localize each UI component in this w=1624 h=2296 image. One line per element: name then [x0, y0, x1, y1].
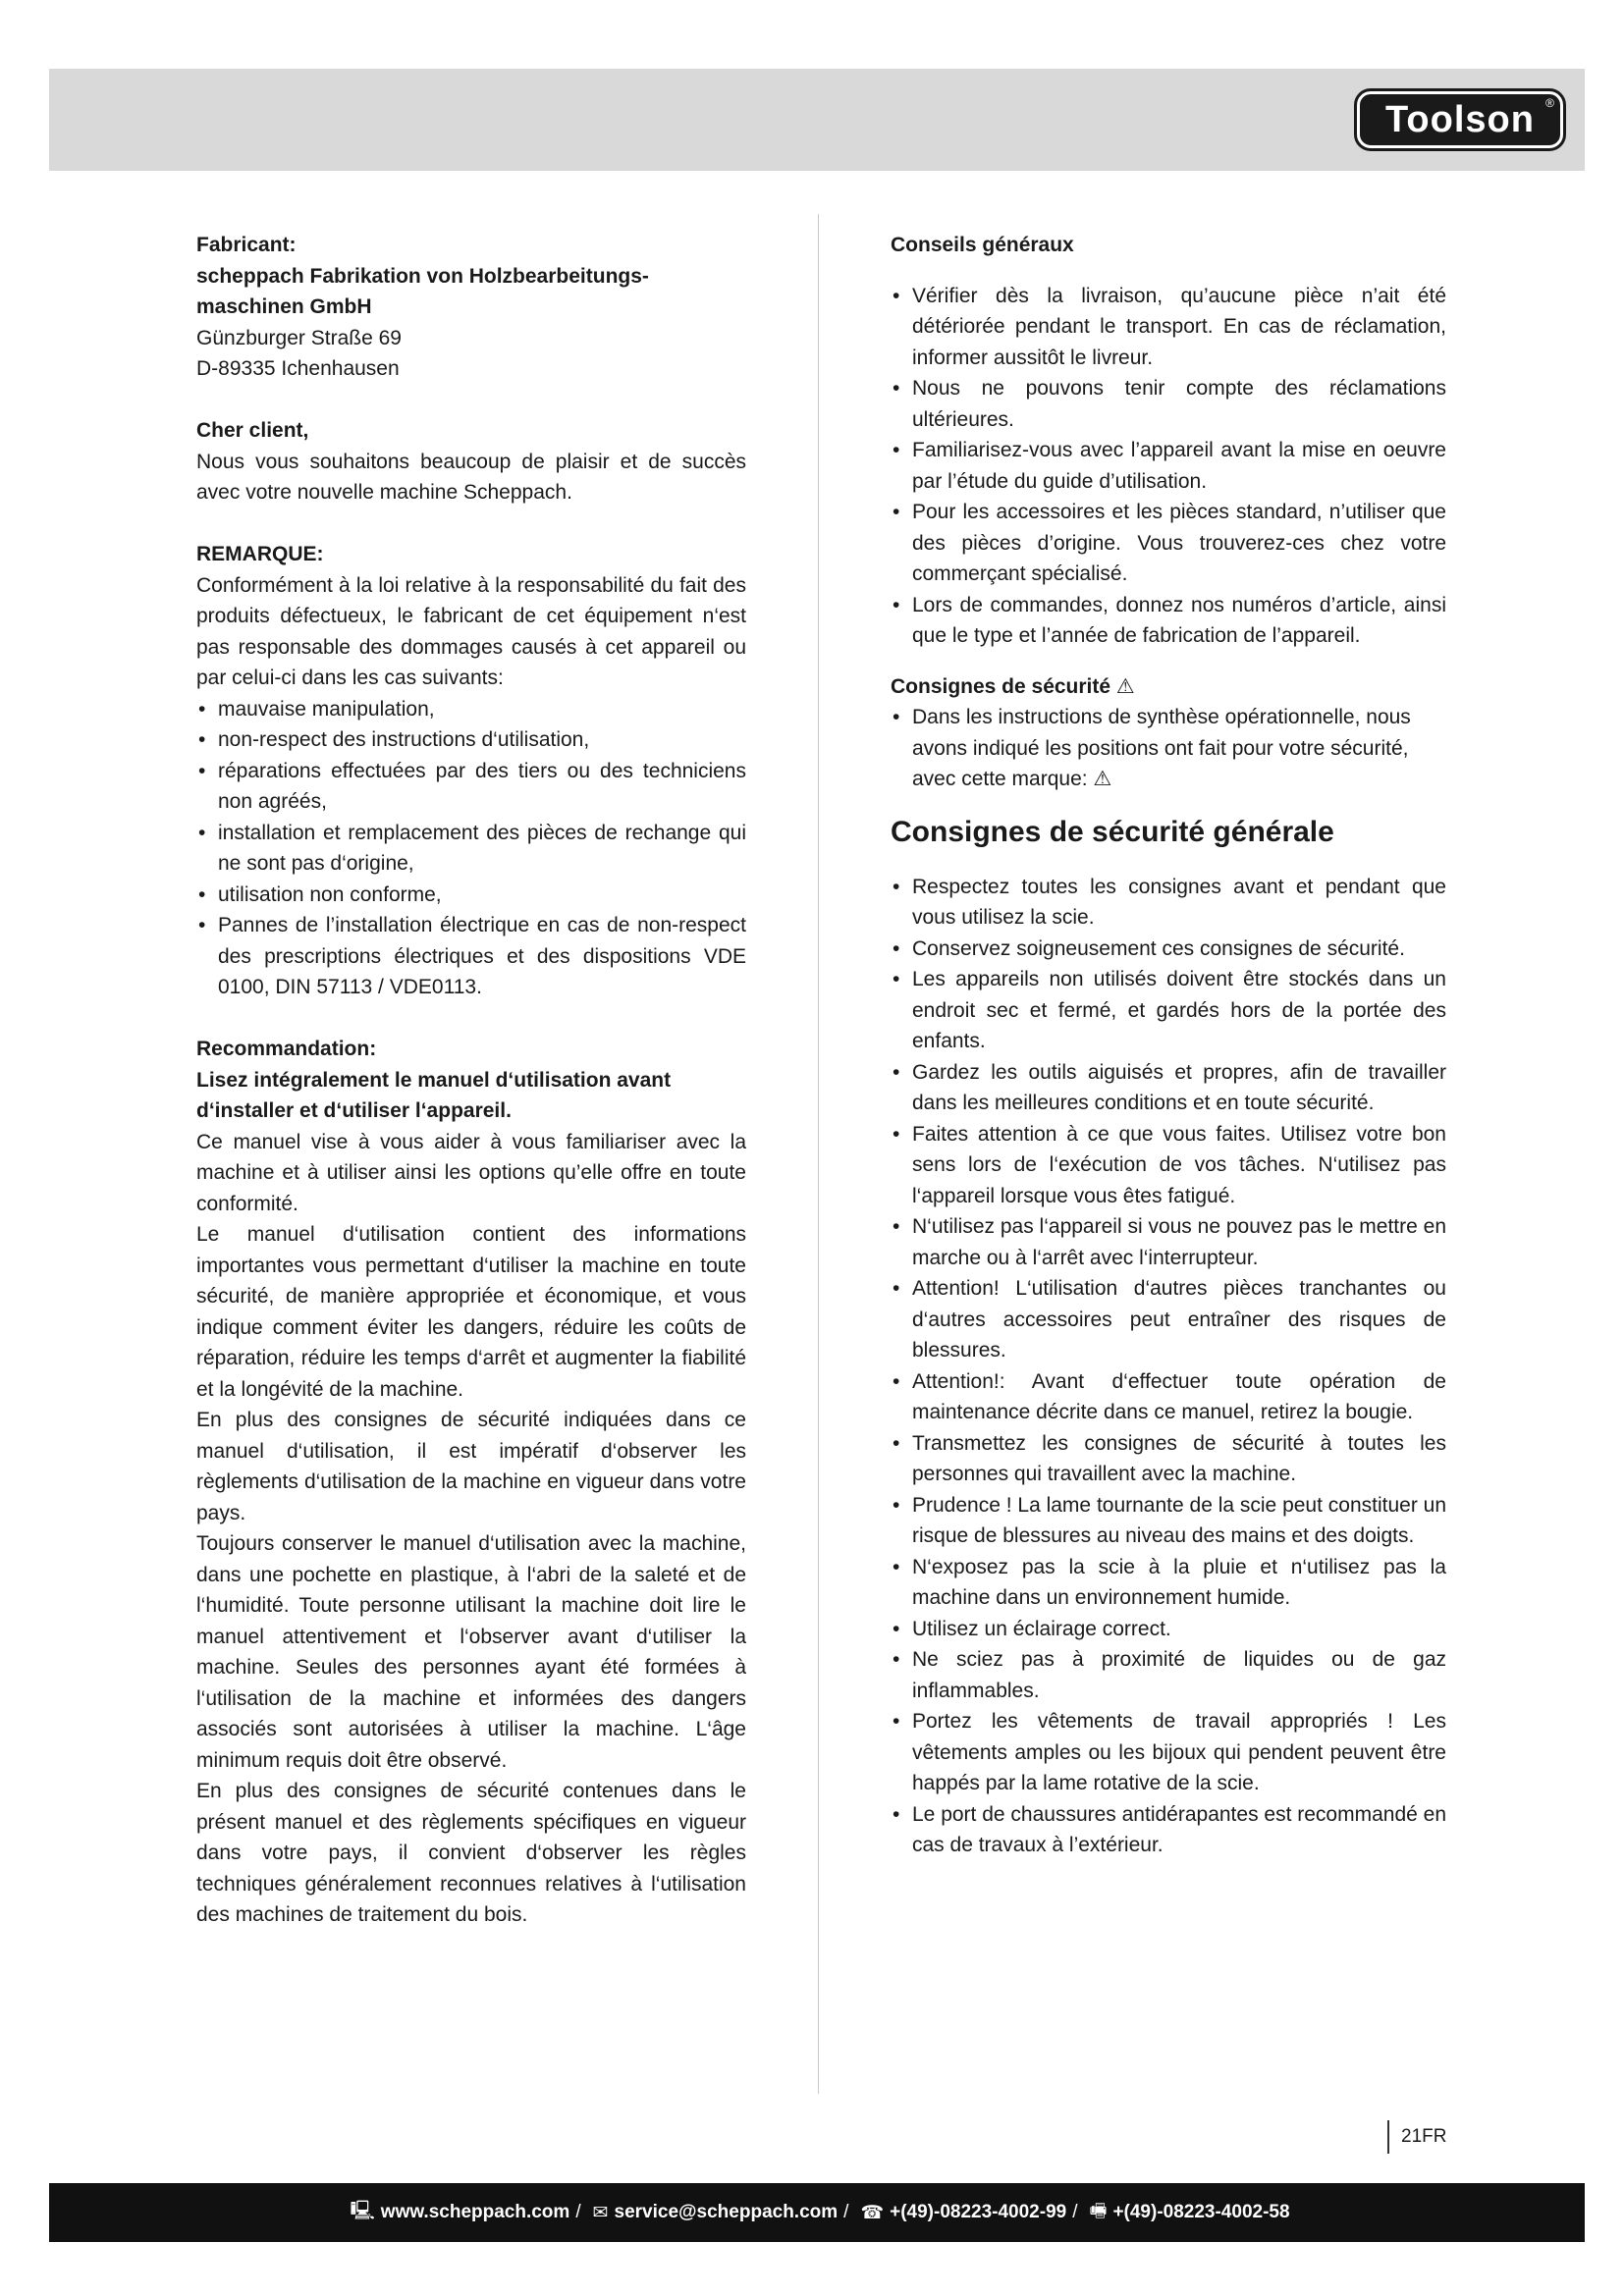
- list-item: • Les appareils non utilisés doivent être stockés dans un endroit sec et fermé, et gardés hors de la portée des enfants.: [891, 964, 1446, 1057]
- greeting-text: Nous vous souhaitons beaucoup de plaisir et de succès avec votre nouvelle machine Scheppach.: [196, 450, 746, 504]
- footer-separator: /: [843, 2202, 849, 2222]
- phone-icon: ☎: [860, 2202, 885, 2223]
- list-item: • Conservez soigneusement ces consignes de sécurité.: [891, 934, 1446, 965]
- footer-fax: +(49)-08223-4002-58: [1112, 2202, 1290, 2222]
- list-item: • Attention! L‘utilisation d‘autres pièces tranchantes ou d‘autres accessoires peut entraîner des risques de blessures.: [891, 1273, 1446, 1366]
- list-item: • Attention!: Avant d‘effectuer toute opération de maintenance décrite dans ce manuel, retirez la bougie.: [891, 1366, 1446, 1428]
- toolson-logo: [1357, 91, 1563, 148]
- list-item: • réparations effectuées par des tiers ou des techniciens non agréés,: [196, 756, 746, 818]
- general-advice-heading: Conseils généraux: [891, 234, 1074, 256]
- manual-paragraph: En plus des consignes de sécurité contenues dans le présent manuel et des règlements spécifiques en vigueur dans votre pays, il convient d‘observer les règles techniques généralement reconnues relatives à l‘utilisation des machines de traitement du bois.: [196, 1780, 746, 1926]
- greeting-heading: Cher client,: [196, 419, 309, 442]
- list-item: • N‘exposez pas la scie à la pluie et n‘utilisez pas la machine dans un environnement humide.: [891, 1552, 1446, 1614]
- manual-paragraph: En plus des consignes de sécurité indiquées dans ce manuel d‘utilisation, il est impératif d‘observer les règlements d‘utilisation de la machine en vigueur dans votre pays.: [196, 1409, 746, 1524]
- address-city: D-89335 Ichenhausen: [196, 357, 400, 380]
- list-item: • installation et remplacement des pièces de rechange qui ne sont pas d‘origine,: [196, 818, 746, 880]
- safety-heading-text: Consignes de sécurité: [891, 674, 1111, 698]
- safety-item-text: Dans les instructions de synthèse opérationnelle, nous avons indiqué les positions ont fait pour votre sécurité, avec cette marque:: [912, 706, 1411, 790]
- footer-website: www.scheppach.com: [380, 2202, 570, 2222]
- list-item: • Prudence ! La lame tournante de la scie peut constituer un risque de blessures au niveau des mains et des doigts.: [891, 1490, 1446, 1552]
- recommendation-bold-text: Lisez intégralement le manuel d‘utilisation avant d‘installer et d‘utiliser l‘appareil.: [196, 1068, 672, 1122]
- mail-icon: ✉: [592, 2202, 609, 2223]
- list-item: • Lors de commandes, donnez nos numéros d’article, ainsi que le type et l’année de fabrication de l’appareil.: [891, 590, 1446, 652]
- computer-icon: 🖳: [350, 2201, 375, 2221]
- list-item: • N‘utilisez pas l‘appareil si vous ne pouvez pas le mettre en marche ou à l‘arrêt avec l‘interrupteur.: [891, 1211, 1446, 1273]
- manual-paragraph: Toujours conserver le manuel d‘utilisation avec la machine, dans une pochette en plastique, à l‘abri de la saleté et de l‘humidité. Toute personne utilisant la machine doit lire le manuel attentivement et l‘observer avant d‘utiliser la machine. Seules des personnes ayant été formées à l‘utilisation de la machine et informées des dangers associés sont autorisées à utiliser la machine. L‘âge minimum requis doit être observé.: [196, 1532, 746, 1772]
- safety-heading: [891, 671, 1446, 703]
- safety-list: [891, 702, 1446, 795]
- manufacturer-name-line-1: scheppach Fabrikation von Holzbearbeitungs-: [196, 264, 649, 288]
- list-item: • Vérifier dès la livraison, qu’aucune pièce n’ait été détériorée pendant le transport. En cas de réclamation, informer aussitôt le livreur.: [891, 281, 1446, 374]
- remark-list: [196, 694, 746, 1003]
- registered-mark: ®: [1545, 96, 1554, 110]
- list-item: • Gardez les outils aiguisés et propres, afin de travailler dans les meilleures conditions et en toute sécurité.: [891, 1057, 1446, 1119]
- footer-bar: [49, 2183, 1585, 2242]
- list-item: • Nous ne pouvons tenir compte des réclamations ultérieures.: [891, 373, 1446, 435]
- list-item: • Faites attention à ce que vous faites. Utilisez votre bon sens lors de l‘exécution de vos tâches. N‘utilisez pas l‘appareil lorsque vous êtes fatigué.: [891, 1119, 1446, 1212]
- right-column: [891, 230, 1446, 1861]
- general-safety-heading: Consignes de sécurité générale: [891, 815, 1334, 848]
- list-item: • Pour les accessoires et les pièces standard, n’utiliser que des pièces d’origine. Vous trouverez-ces chez votre commerçant spécialisé.: [891, 497, 1446, 590]
- manual-paragraph: Ce manuel vise à vous aider à vous familiariser avec la machine et à utiliser ainsi les options qu’elle offre en toute conformité.: [196, 1130, 746, 1215]
- column-divider: [818, 214, 819, 2094]
- list-item: • Utilisez un éclairage correct.: [891, 1614, 1446, 1645]
- fax-icon: 🖷: [1089, 2201, 1108, 2221]
- list-item: • non-respect des instructions d‘utilisation,: [196, 724, 746, 756]
- header-band: [49, 69, 1585, 171]
- list-item: • utilisation non conforme,: [196, 880, 746, 911]
- manufacturer-label: Fabricant:: [196, 234, 297, 256]
- list-item: • Transmettez les consignes de sécurité à toutes les personnes qui travaillent avec la machine.: [891, 1428, 1446, 1490]
- address-street: Günzburger Straße 69: [196, 326, 402, 349]
- footer-separator: /: [575, 2202, 581, 2222]
- logo-text: Toolson: [1385, 98, 1535, 140]
- left-column: [196, 230, 746, 1931]
- list-item: • Familiarisez-vous avec l’appareil avant la mise en oeuvre par l’étude du guide d’utilisation.: [891, 435, 1446, 497]
- manual-paragraph: Le manuel d‘utilisation contient des informations importantes vous permettant d‘utiliser la machine en toute sécurité, de manière appropriée et économique, et vous indique comment éviter les dangers, réduire les coûts de réparation, réduire les temps d‘arrêt et augmenter la fiabilité et la longévité de la machine.: [196, 1223, 746, 1401]
- footer-phone: +(49)-08223-4002-99: [890, 2202, 1067, 2222]
- list-item: • Ne sciez pas à proximité de liquides ou de gaz inflammables.: [891, 1644, 1446, 1706]
- remark-heading: REMARQUE:: [196, 543, 324, 565]
- list-item: • Respectez toutes les consignes avant et pendant que vous utilisez la scie.: [891, 872, 1446, 934]
- list-item: • Portez les vêtements de travail appropriés ! Les vêtements amples ou les bijoux qui pendent peuvent être happés par la lame rotative de la scie.: [891, 1706, 1446, 1799]
- footer-separator: /: [1072, 2202, 1078, 2222]
- manufacturer-name-line-2: maschinen GmbH: [196, 295, 372, 318]
- list-item: [891, 702, 1446, 795]
- warning-triangle-icon: ⚠: [1093, 768, 1112, 790]
- general-advice-list: [891, 281, 1446, 652]
- page-number: 21FR: [1387, 2120, 1446, 2154]
- remark-text: Conformément à la loi relative à la responsabilité du fait des produits défectueux, le fabricant de cet équipement n‘est pas responsable des dommages causés à cet appareil ou par celui-ci dans les cas suivants:: [196, 573, 746, 689]
- general-safety-list: [891, 872, 1446, 1861]
- recommendation-heading: Recommandation:: [196, 1038, 377, 1060]
- list-item: • Pannes de l’installation électrique en cas de non-respect des prescriptions électriques et des dispositions VDE 0100, DIN 57113 / VDE0113.: [196, 910, 746, 1003]
- footer-email: service@scheppach.com: [614, 2202, 839, 2222]
- warning-triangle-icon: ⚠: [1115, 674, 1135, 698]
- list-item: • Le port de chaussures antidérapantes est recommandé en cas de travaux à l’extérieur.: [891, 1799, 1446, 1861]
- list-item: • mauvaise manipulation,: [196, 694, 746, 725]
